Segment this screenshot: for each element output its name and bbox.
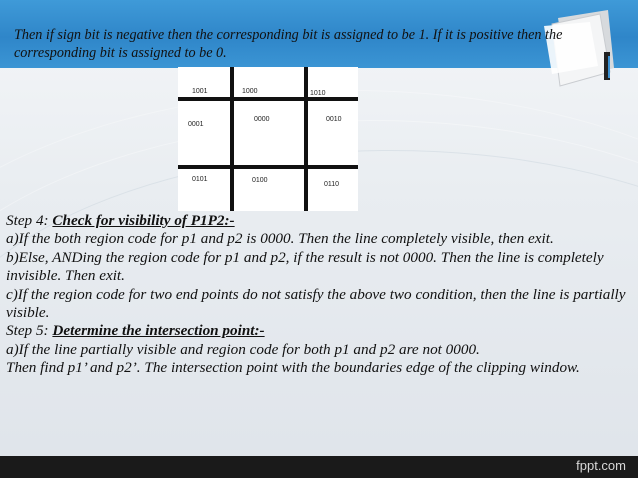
region-code: 1010 [310, 90, 326, 97]
footer-bar [0, 456, 638, 478]
region-code: 1000 [242, 88, 258, 95]
footer-brand: fppt.com [576, 458, 626, 473]
grid-line-horizontal [178, 97, 358, 101]
grid-line-vertical [230, 67, 234, 211]
region-code: 0001 [188, 121, 204, 128]
region-code-diagram [178, 67, 358, 211]
step4-a: a)If the both region code for p1 and p2 is 0000. Then the line completely visible, then exit. [6, 230, 554, 248]
step4-heading: Step 4: Check for visibility of P1P2:- [6, 212, 235, 229]
step4-c: c)If the region code for two end points do not satisfy the above two condition, then the line is partially visible. [6, 285, 626, 322]
algorithm-steps [6, 212, 632, 378]
grid-line-horizontal [178, 165, 358, 169]
intro-text: Then if sign bit is negative then the corresponding bit is assigned to be 1. If it is positive then the corresponding bit is assigned to be 0. [14, 27, 563, 61]
region-code: 0110 [324, 181, 340, 188]
region-code: 1001 [192, 88, 208, 95]
region-code: 0010 [326, 116, 342, 123]
grid-line-vertical [304, 67, 308, 211]
region-code: 0100 [252, 177, 268, 184]
step5-then: Then find p1’ and p2’. The intersection point with the boundaries edge of the clipping window. [6, 359, 580, 377]
region-code: 0000 [254, 116, 270, 123]
region-code: 0101 [192, 176, 208, 183]
step5-a: a)If the line partially visible and region code for both p1 and p2 are not 0000. [6, 340, 480, 358]
step4-b: b)Else, ANDing the region code for p1 and p2, if the result is not 0000. Then the line is completely invisible. Then exit. [6, 248, 604, 285]
step5-heading: Step 5: Determine the intersection point:- [6, 322, 265, 340]
